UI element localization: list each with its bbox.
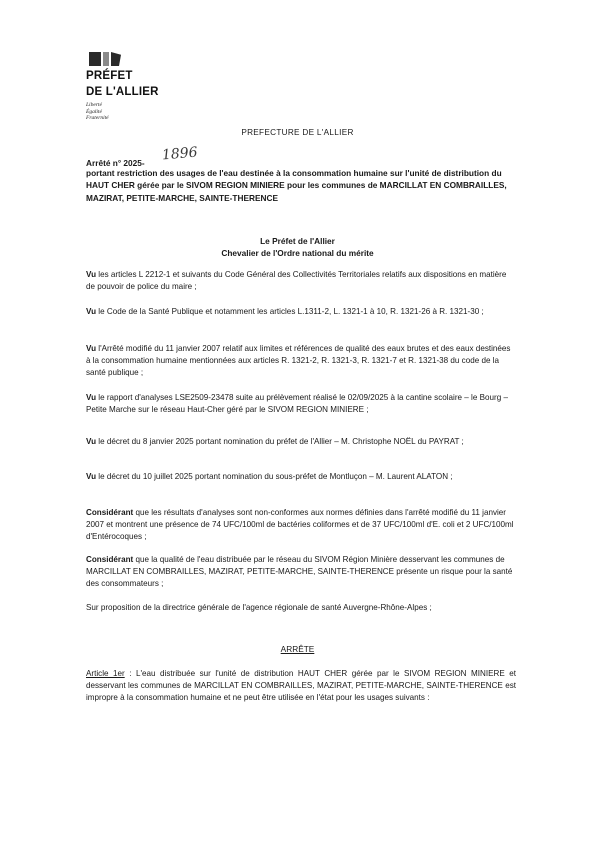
consideration-item: Considérant que les résultats d'analyses sont non-conformes aux normes définies dans l'arrêté modifié du 11 janvier 2007 et montrent une présence de 74 UFC/100ml de bactéries coliformes et de 37 UFC/100ml d'E. coli et 2 UFC/100ml d'Entérocoques ; <box>86 508 514 541</box>
marianne-emblem-icon <box>89 52 206 66</box>
motto <box>86 102 206 122</box>
motto-fraternite: Fraternité <box>86 115 109 121</box>
decision-heading: ARRÊTE <box>280 644 315 654</box>
authority-line-1: Le Préfet de l'Allier <box>260 236 335 246</box>
article-1-text: : L'eau distribuée sur l'unité de distribution HAUT CHER gérée par le SIVOM REGION MINIERE et desservant les communes de MARCILLAT EN COMBRAILLES, MAZIRAT, PETITE-MARCHE, SAINTE-THERENCE est impropre à la consommation humaine et ne peut être utilisée en l'état pour les usages suivants : <box>86 669 516 702</box>
consideration-item: Vu les articles L 2212-1 et suivants du Code Général des Collectivités Territoriales relatifs aux dispositions en matière de pouvoir de police du maire ; <box>86 270 507 291</box>
arrete-title: portant restriction des usages de l'eau destinée à la consommation humaine sur l'unité de distribution du HAUT CHER gérée par le SIVOM REGION MINIERE pour les communes de MARCILLAT EN COMBRAILLES, MAZIRAT, PETITE-MARCHE, SAINTE-THERENCE <box>86 168 507 203</box>
article-1-label: Article 1er <box>86 669 125 678</box>
logo-line-1: PRÉFET <box>86 70 133 82</box>
authority-block <box>0 236 595 260</box>
consideration-item: Vu le Code de la Santé Publique et notamment les articles L.1311-2, L. 1321-1 à 10, R. 1321-26 à R. 1321-30 ; <box>86 307 484 316</box>
logo-line-2: DE L'ALLIER <box>86 86 159 98</box>
motto-liberte: Liberté <box>86 102 102 108</box>
consideration-item: Vu le décret du 8 janvier 2025 portant nomination du préfet de l'Allier – M. Christophe NOËL du PAYRAT ; <box>86 437 464 446</box>
handwritten-number: 1896 <box>161 144 199 164</box>
consideration-item: Vu l'Arrêté modifié du 11 janvier 2007 relatif aux limites et références de qualité des eaux brutes et des eaux destinées à la consommation humaine mentionnées aux articles R. 1321-2, R. 1321-3, R. 1321-7 et R. 1321-38 du code de la santé publique ; <box>86 344 511 377</box>
motto-egalite: Égalité <box>86 108 102 115</box>
consideration-item: Vu le rapport d'analyses LSE2509-23478 suite au prélèvement réalisé le 02/09/2025 à la cantine scolaire – le Bourg – Petite Marche sur le réseau Haut-Cher géré par le SIVOM REGION MINIERE ; <box>86 393 508 414</box>
consideration-item: Considérant que la qualité de l'eau distribuée par le réseau du SIVOM Région Minière desservant les communes de MARCILLAT EN COMBRAILLES, MAZIRAT, PETITE-MARCHE, SAINTE-THERENCE présente un risque pour la santé des consommateurs ; <box>86 555 513 588</box>
authority-line-2: Chevalier de l'Ordre national du mérite <box>221 247 374 258</box>
consideration-item: Vu le décret du 10 juillet 2025 portant nomination du sous-préfet de Montluçon – M. Laurent ALATON ; <box>86 472 453 481</box>
prefecture-heading: PREFECTURE DE L'ALLIER <box>241 128 354 137</box>
prefet-logo <box>86 52 206 122</box>
proposal-paragraph: Sur proposition de la directrice générale de l'agence régionale de santé Auvergne-Rhône-Alpes ; <box>86 603 432 612</box>
article-1 <box>86 668 516 704</box>
arrete-number-label: Arrêté n° 2025- <box>86 158 145 168</box>
